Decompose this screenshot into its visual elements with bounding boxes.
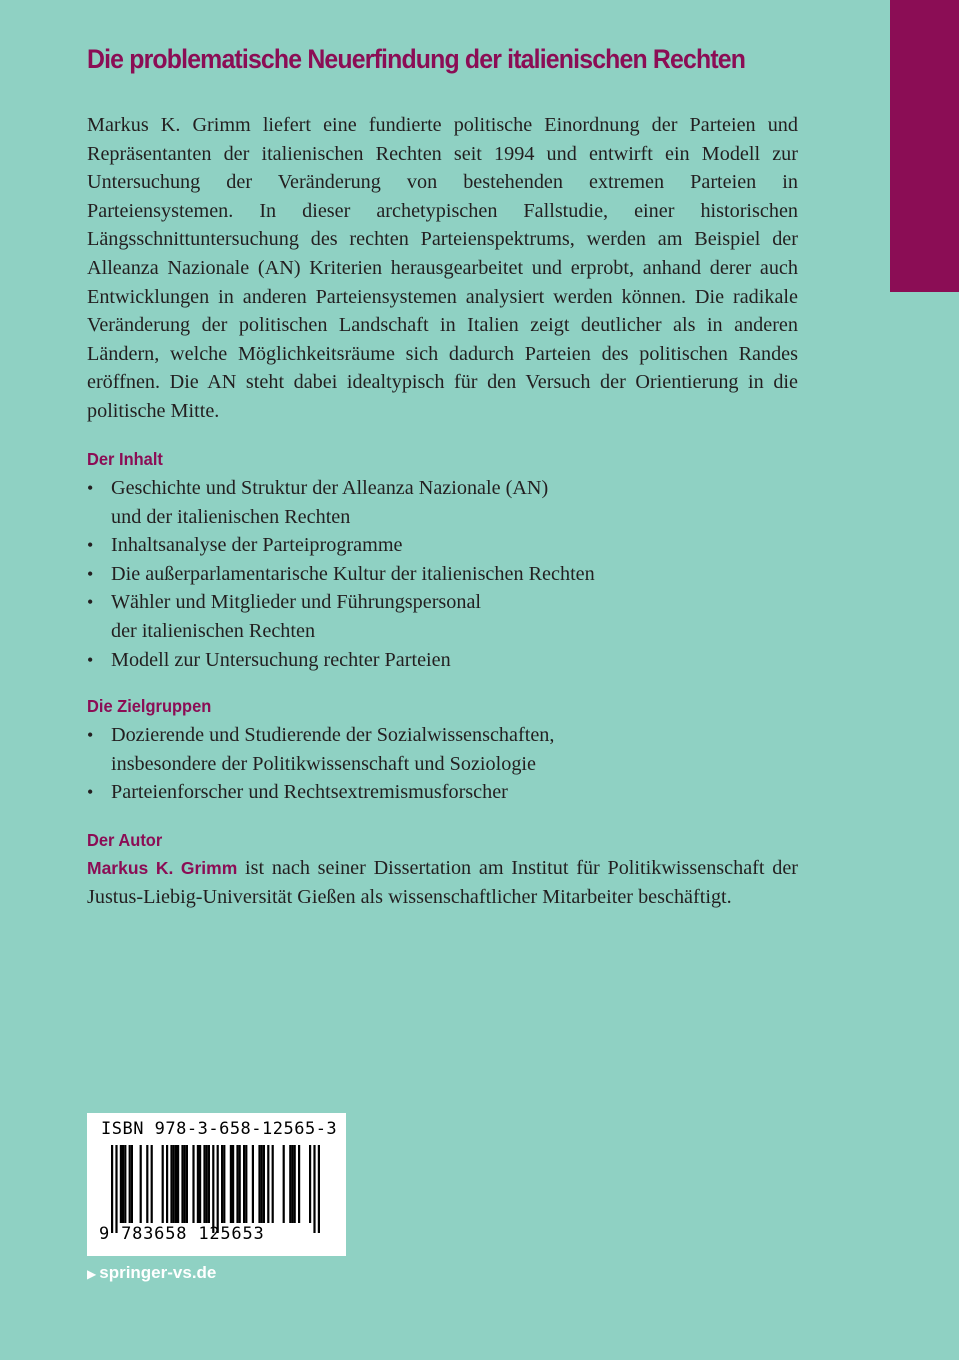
barcode-bar [124, 1145, 126, 1223]
barcode-bar [122, 1145, 124, 1223]
accent-bar [890, 0, 959, 292]
barcode-bar [258, 1145, 260, 1223]
barcode-bar [283, 1145, 285, 1223]
barcode-bar [140, 1145, 142, 1223]
inhalt-list [87, 474, 807, 674]
list-item: • Modell zur Untersuchung rechter Parteien [87, 646, 807, 675]
list-item: • Geschichte und Struktur der Alleanza Nazionale (AN) und der italienischen Rechten [87, 474, 807, 531]
barcode-bar [162, 1145, 164, 1223]
list-item: • Inhaltsanalyse der Parteiprogramme [87, 531, 807, 560]
barcode-bar [120, 1145, 122, 1223]
barcode-bar [203, 1145, 205, 1223]
barcode-bar [177, 1145, 179, 1223]
barcode-bar [217, 1145, 219, 1233]
list-item: • Dozierende und Studierende der Sozialwissenschaften, insbesondere der Politikwissenschaft und Soziologie [87, 721, 807, 778]
section-heading-zielgruppen: Die Zielgruppen [87, 696, 212, 716]
list-item: • Wähler und Mitglieder und Führungspersonal der italienischen Rechten [87, 588, 807, 645]
arrow-right-icon: ▶ [87, 1267, 97, 1281]
barcode-bar [192, 1145, 194, 1223]
barcode-bar [221, 1145, 223, 1223]
author-paragraph [87, 854, 798, 911]
list-item: • Die außerparlamentarische Kultur der italienischen Rechten [87, 560, 807, 589]
barcode-bar [267, 1145, 269, 1223]
barcode-bar [170, 1145, 172, 1223]
section-heading-autor: Der Autor [87, 830, 163, 850]
intro-paragraph: Markus K. Grimm liefert eine fundierte politische Einordnung der Parteien und Repräsentanten der italienischen Rechten seit 1994 und entwirft ein Modell zur Untersuchung der Veränderung von bestehenden extremen Parteien in Parteiensystemen. In dieser archetypischen Fallstudie, einer historischen Längsschnittuntersuchung des rechten Parteienspektrums, werden am Beispiel der Alleanza Nazionale (AN) Kriterien herausgearbeitet und erprobt, anhand derer auch Entwicklungen in anderen Parteiensystemen analysiert werden können. Die radikale Veränderung der politischen Landschaft in Italien zeigt deutlicher als in anderen Ländern, welche Möglichkeitsräume sich dadurch Parteien des politischen Randes eröffnen. Die AN steht dabei idealtypisch für den Versuch der Orientierung in die politische Mitte. [87, 114, 798, 422]
isbn-label: ISBN 978-3-658-12565-3 [101, 1119, 338, 1139]
barcode-bar [294, 1145, 296, 1223]
barcode-bar [129, 1145, 131, 1223]
barcode-bar [263, 1145, 265, 1223]
barcode-bar [208, 1145, 210, 1223]
author-name: Markus K. Grimm [87, 858, 238, 878]
page-title: Die problematische Neuerfindung der italienischen Rechten [87, 44, 746, 74]
barcode-bar [181, 1145, 183, 1223]
zielgruppen-list [87, 721, 807, 807]
website-link[interactable]: ▶ springer-vs.de [87, 1263, 217, 1282]
barcode-bar [206, 1145, 208, 1223]
barcode-bar [318, 1145, 320, 1233]
barcode-bar [236, 1145, 238, 1223]
list-item: • Parteienforscher und Rechtsextremismusforscher [87, 778, 807, 807]
barcode-bar [243, 1145, 245, 1223]
barcode-bar [313, 1145, 315, 1233]
barcode-bar [115, 1145, 117, 1233]
section-heading-inhalt: Der Inhalt [87, 449, 163, 469]
ean-digits: 9 783658 125653 [99, 1224, 265, 1244]
barcode-bar [309, 1145, 311, 1223]
barcode-bar [223, 1145, 225, 1223]
barcode-bar [166, 1145, 168, 1223]
barcode-bar [298, 1145, 300, 1223]
barcode-bar [175, 1145, 177, 1223]
barcode-bar [272, 1145, 274, 1223]
barcode-bar [252, 1145, 254, 1223]
barcode-bar [151, 1145, 153, 1223]
barcode-bar [131, 1145, 133, 1223]
barcode-bar [212, 1145, 214, 1233]
barcode-bar [230, 1145, 232, 1223]
author-bio: ist nach seiner Dissertation am Institut für Politikwissenschaft der Justus-Liebig-Universität Gießen als wissenschaftlicher Mitarbeiter beschäftigt. [87, 857, 799, 908]
barcode-bar [197, 1145, 199, 1223]
barcode-bar [289, 1145, 291, 1223]
barcode-bar [232, 1145, 234, 1223]
barcode-box [87, 1113, 346, 1256]
barcode-bar [291, 1145, 293, 1223]
barcode-bar [261, 1145, 263, 1223]
barcode-bar [111, 1145, 113, 1233]
barcode-bar [186, 1145, 188, 1223]
barcode-bar [239, 1145, 241, 1223]
barcode-bar [146, 1145, 148, 1223]
barcode-bar [245, 1145, 247, 1223]
barcode-bar [173, 1145, 175, 1223]
barcode-bar [199, 1145, 201, 1223]
barcode-bar [184, 1145, 186, 1223]
